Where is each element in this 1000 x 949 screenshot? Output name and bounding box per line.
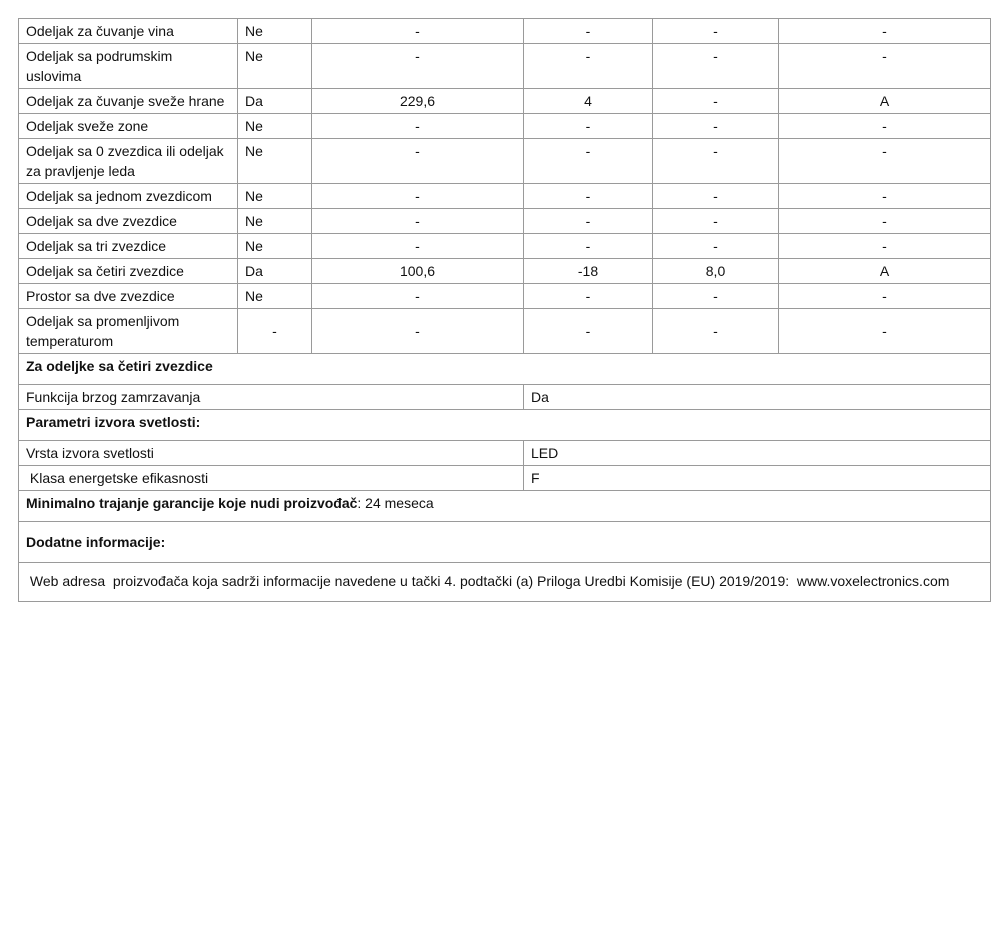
compartment-volume: - — [312, 114, 524, 139]
compartment-name: Odeljak za čuvanje vina — [19, 19, 238, 44]
warranty-value: : 24 meseca — [357, 495, 434, 511]
compartments-body — [19, 19, 991, 354]
compartment-name: Odeljak sa tri zvezdice — [19, 234, 238, 259]
spec-table-container — [18, 18, 990, 602]
table-row — [19, 466, 991, 491]
compartment-climate: - — [779, 184, 991, 209]
table-row — [19, 44, 991, 89]
compartment-volume: - — [312, 209, 524, 234]
table-row — [19, 114, 991, 139]
compartment-present: Da — [238, 89, 312, 114]
table-row — [19, 209, 991, 234]
compartment-climate: - — [779, 234, 991, 259]
compartment-freezing: - — [653, 114, 779, 139]
compartment-name: Odeljak sa promenljivom temperaturom — [19, 309, 238, 354]
compartment-name: Odeljak sa 0 zvezdica ili odeljak za pravljenje leda — [19, 139, 238, 184]
compartment-volume: - — [312, 44, 524, 89]
compartment-climate: - — [779, 209, 991, 234]
table-row — [19, 385, 991, 410]
compartment-volume: - — [312, 139, 524, 184]
details-body — [19, 354, 991, 602]
compartment-present: Ne — [238, 209, 312, 234]
compartment-volume: - — [312, 184, 524, 209]
compartment-volume: - — [312, 309, 524, 354]
compartment-name: Odeljak sa četiri zvezdice — [19, 259, 238, 284]
compartment-name: Odeljak sa jednom zvezdicom — [19, 184, 238, 209]
fast-freeze-value: Da — [524, 385, 991, 410]
energy-class-value: F — [524, 466, 991, 491]
compartment-temperature: - — [524, 309, 653, 354]
warranty-row — [19, 491, 991, 522]
compartment-freezing: - — [653, 284, 779, 309]
table-row — [19, 441, 991, 466]
section-header-row — [19, 354, 991, 385]
compartment-freezing: - — [653, 89, 779, 114]
compartment-present: Ne — [238, 44, 312, 89]
compartment-climate: - — [779, 139, 991, 184]
section-header-row — [19, 410, 991, 441]
compartment-freezing: - — [653, 19, 779, 44]
compartment-climate: A — [779, 259, 991, 284]
table-row — [19, 184, 991, 209]
web-info-text: Web adresa proizvođača koja sadrži informacije navedene u tački 4. podtački (a) Priloga Uredbi Komisije (EU) 2019/2019: www.voxelectronics.com — [19, 563, 991, 602]
compartment-temperature: - — [524, 234, 653, 259]
compartment-climate: - — [779, 284, 991, 309]
additional-info-header: Dodatne informacije: — [19, 522, 991, 563]
compartment-freezing: - — [653, 234, 779, 259]
table-row — [19, 89, 991, 114]
compartment-name: Odeljak sa dve zvezdice — [19, 209, 238, 234]
refrigerator-spec-table — [18, 18, 991, 602]
warranty-cell — [19, 491, 991, 522]
light-type-value: LED — [524, 441, 991, 466]
table-row — [19, 259, 991, 284]
warranty-label: Minimalno trajanje garancije koje nudi proizvođač — [26, 495, 358, 511]
compartment-temperature: - — [524, 114, 653, 139]
table-row — [19, 234, 991, 259]
compartment-name: Prostor sa dve zvezdice — [19, 284, 238, 309]
compartment-freezing: 8,0 — [653, 259, 779, 284]
compartment-present: - — [238, 309, 312, 354]
compartment-present: Ne — [238, 284, 312, 309]
compartment-volume: - — [312, 284, 524, 309]
compartment-temperature: - — [524, 139, 653, 184]
table-row — [19, 139, 991, 184]
table-row — [19, 309, 991, 354]
table-row — [19, 563, 991, 602]
compartment-name: Odeljak za čuvanje sveže hrane — [19, 89, 238, 114]
compartment-climate: - — [779, 114, 991, 139]
compartment-volume: 229,6 — [312, 89, 524, 114]
energy-class-label: Klasa energetske efikasnosti — [19, 466, 524, 491]
section-header-row — [19, 522, 991, 563]
light-source-section-header: Parametri izvora svetlosti: — [19, 410, 991, 441]
compartment-temperature: - — [524, 209, 653, 234]
table-row — [19, 19, 991, 44]
table-row — [19, 284, 991, 309]
compartment-present: Ne — [238, 19, 312, 44]
compartment-present: Da — [238, 259, 312, 284]
light-type-label: Vrsta izvora svetlosti — [19, 441, 524, 466]
compartment-temperature: -18 — [524, 259, 653, 284]
compartment-freezing: - — [653, 209, 779, 234]
compartment-climate: A — [779, 89, 991, 114]
compartment-volume: - — [312, 234, 524, 259]
compartment-freezing: - — [653, 309, 779, 354]
four-star-section-header: Za odeljke sa četiri zvezdice — [19, 354, 991, 385]
compartment-temperature: - — [524, 284, 653, 309]
compartment-volume: 100,6 — [312, 259, 524, 284]
compartment-temperature: 4 — [524, 89, 653, 114]
compartment-name: Odeljak sa podrumskim uslovima — [19, 44, 238, 89]
compartment-present: Ne — [238, 184, 312, 209]
compartment-name: Odeljak sveže zone — [19, 114, 238, 139]
compartment-freezing: - — [653, 139, 779, 184]
compartment-climate: - — [779, 44, 991, 89]
compartment-freezing: - — [653, 184, 779, 209]
compartment-temperature: - — [524, 184, 653, 209]
compartment-present: Ne — [238, 114, 312, 139]
compartment-freezing: - — [653, 44, 779, 89]
compartment-volume: - — [312, 19, 524, 44]
compartment-climate: - — [779, 309, 991, 354]
compartment-temperature: - — [524, 19, 653, 44]
compartment-present: Ne — [238, 139, 312, 184]
compartment-temperature: - — [524, 44, 653, 89]
compartment-present: Ne — [238, 234, 312, 259]
compartment-climate: - — [779, 19, 991, 44]
fast-freeze-label: Funkcija brzog zamrzavanja — [19, 385, 524, 410]
